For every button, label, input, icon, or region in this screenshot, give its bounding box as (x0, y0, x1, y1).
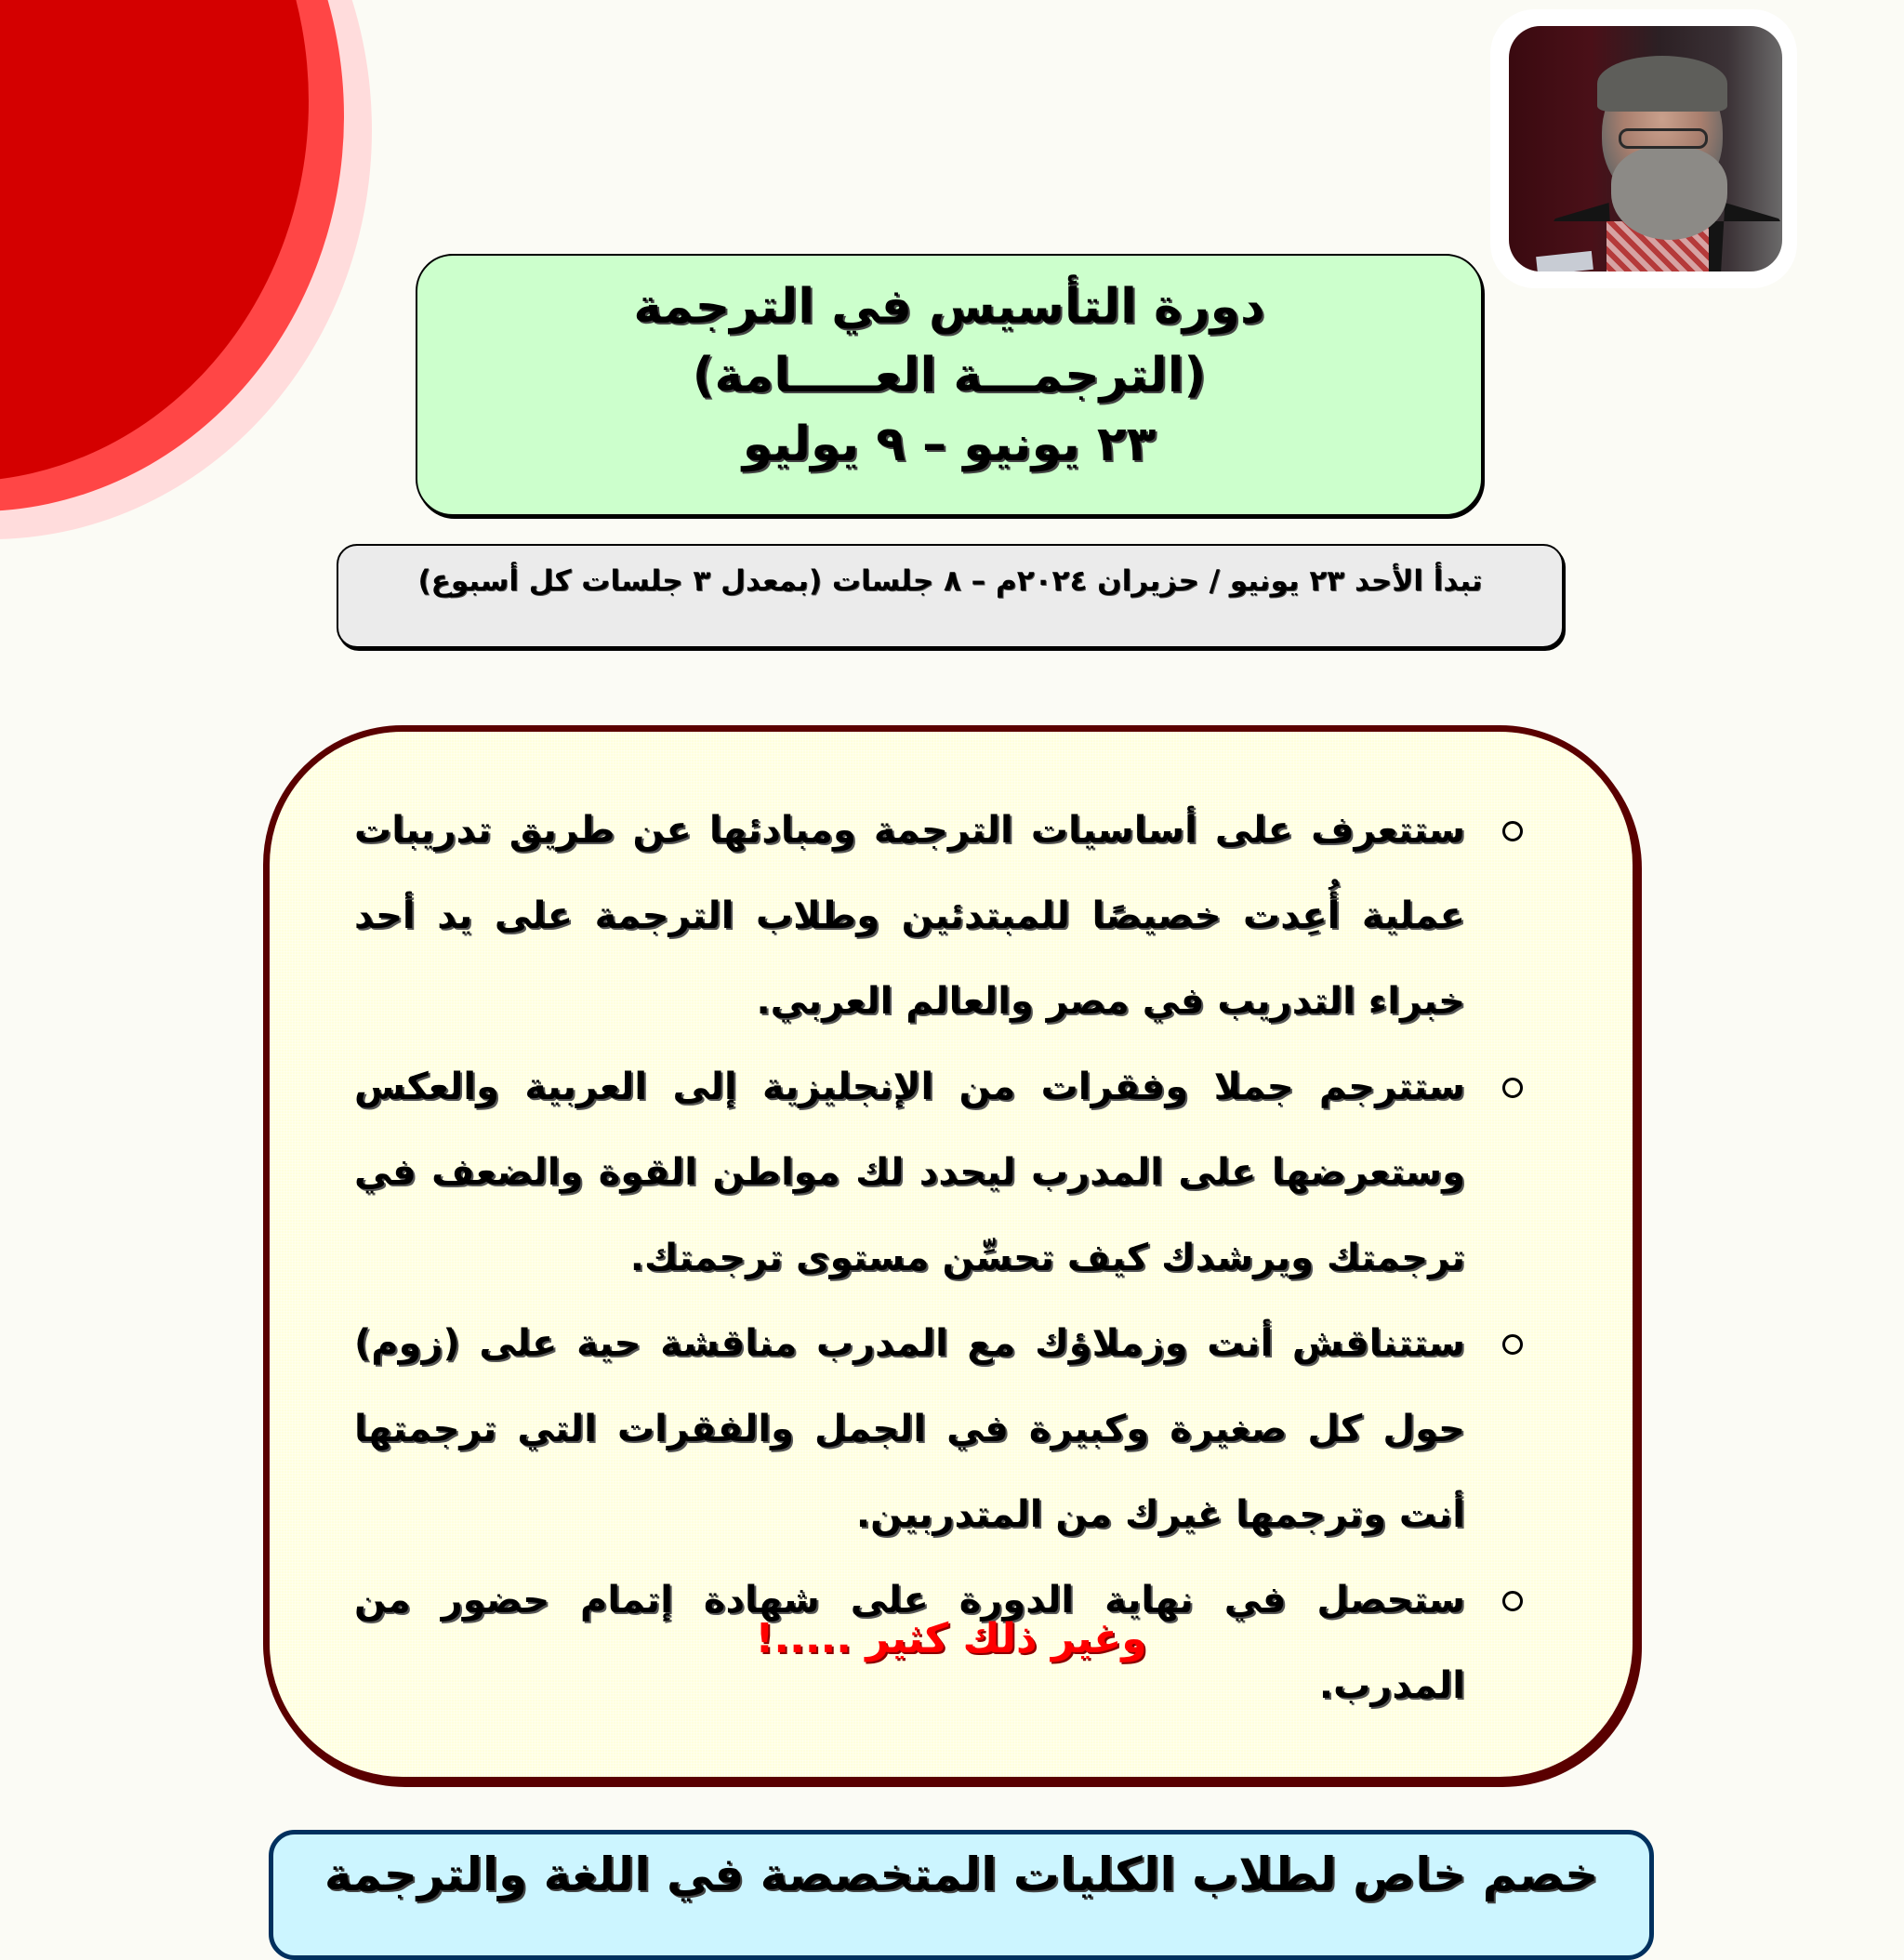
photo-hair (1597, 56, 1727, 112)
feature-item (354, 788, 1465, 1044)
circle-bullet-icon (1502, 1334, 1523, 1355)
student-discount-box (269, 1830, 1654, 1960)
and-much-more-text: وغير ذلك كثير .....! (755, 1615, 1147, 1662)
circle-bullet-icon (1502, 821, 1523, 841)
photo-beard (1611, 147, 1727, 240)
feature-item (354, 1044, 1465, 1301)
photo-paper (1536, 251, 1593, 271)
circle-bullet-icon (1502, 1591, 1523, 1611)
instructor-photo-frame (1490, 9, 1797, 288)
circle-bullet-icon (1502, 1078, 1523, 1098)
course-subtitle: (الترجمـــة العـــــامة) (692, 348, 1207, 404)
feature-item (354, 1301, 1465, 1557)
student-discount-text: خصم خاص لطلاب الكليات المتخصصة في اللغة والترجمة (324, 1847, 1599, 1901)
schedule-info-box (337, 544, 1564, 648)
feature-text: ستحصل في نهاية الدورة على شهادة إتمام حضور من المدرب. (354, 1579, 1465, 1707)
feature-text: ستترجم جملا وفقرات من الإنجليزية إلى العربية والعكس وستعرضها على المدرب ليحدد لك مواطن القوة والضعف في ترجمتك ويرشدك كيف تحسِّن مستوى ترجمتك. (354, 1066, 1465, 1279)
instructor-photo (1509, 26, 1782, 271)
feature-text: ستتناقش أنت وزملاؤك مع المدرب مناقشة حية على (زوم) حول كل صغيرة وكبيرة في الجمل والفقرات التي ترجمتها أنت وترجمها غيرك من المتدربين. (354, 1322, 1465, 1536)
course-features-box (263, 725, 1639, 1783)
course-title-box (416, 254, 1483, 516)
features-list (354, 788, 1465, 1728)
course-dates: ٢٣ يونيو – ٩ يوليو (742, 417, 1157, 472)
schedule-info-text: تبدأ الأحد ٢٣ يونيو / حزيران ٢٠٢٤م – ٨ جلسات (بمعدل ٣ جلسات كل أسبوع) (417, 564, 1483, 598)
photo-glasses (1619, 128, 1708, 149)
feature-text: ستتعرف على أساسيات الترجمة ومبادئها عن طريق تدريبات عملية أُعِدت خصيصًا للمبتدئين وطلاب الترجمة على يد أحد خبراء التدريب في مصر والعالم العربي. (354, 809, 1465, 1023)
course-title: دورة التأسيس في الترجمة (633, 279, 1265, 335)
